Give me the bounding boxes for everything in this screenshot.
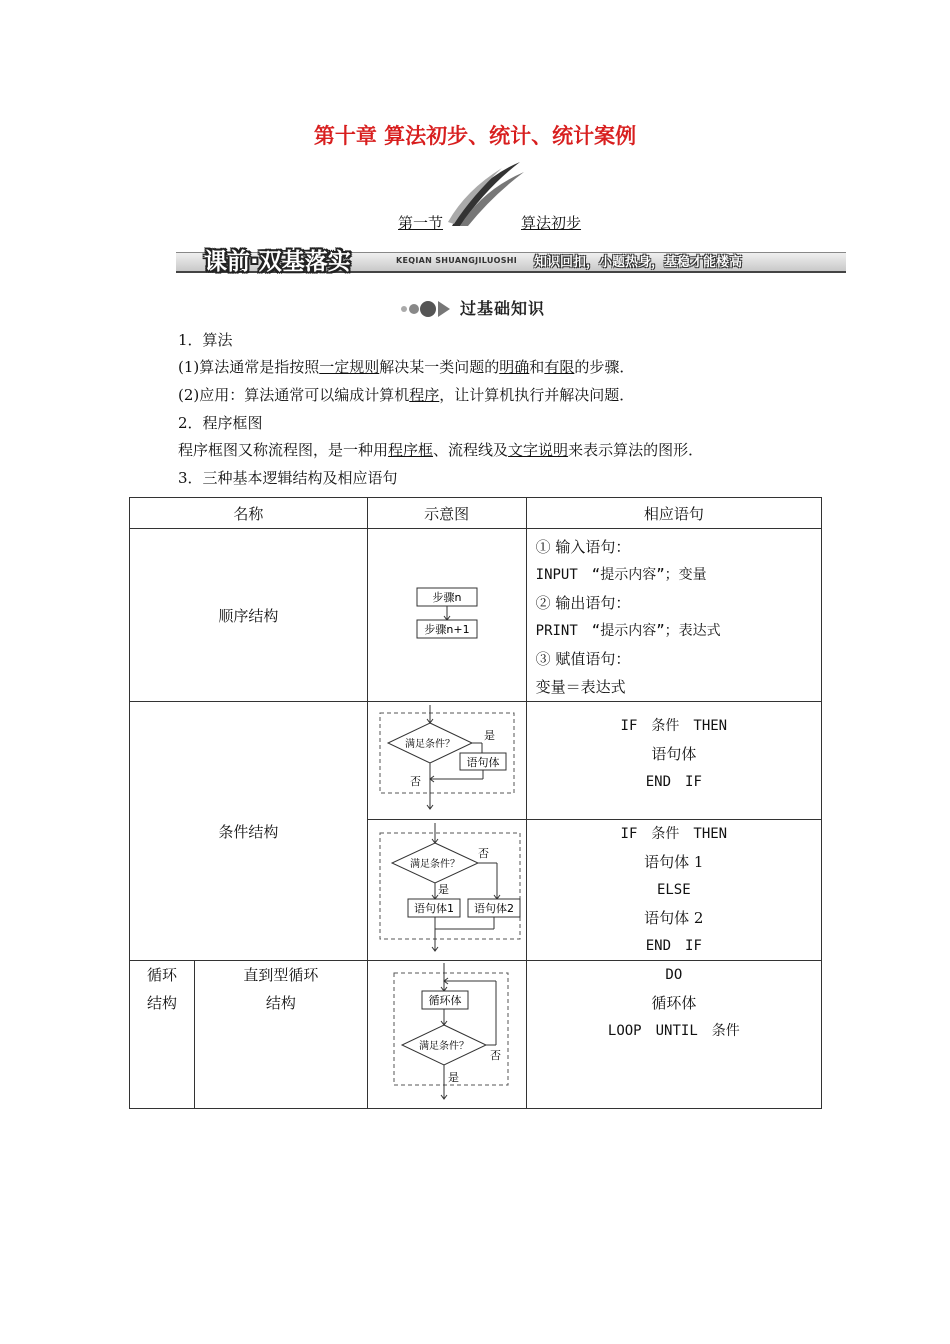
loop-body-label: 循环体: [428, 993, 462, 1007]
no-label: 否: [409, 774, 421, 788]
banner: [176, 246, 846, 276]
code-line: END IF: [645, 774, 702, 790]
banner-main: 课前·双基落实: [204, 249, 351, 275]
header-diagram: 示意图: [367, 498, 526, 529]
statement-line: INPUT “提示内容”；变量: [535, 567, 707, 583]
chapter-title: 第十章 算法初步、统计、统计案例: [313, 124, 637, 148]
code-line: 循环体: [651, 994, 697, 1012]
loop-name: 循环 结构: [130, 961, 195, 1109]
cond-label: 满足条件？: [409, 859, 460, 870]
statement-line: ③ 赋值语句：: [535, 650, 631, 668]
heading-flowchart: 2．程序框图: [178, 414, 263, 432]
sequence-flow-diagram: [397, 583, 497, 643]
yes-label: 是: [437, 883, 449, 896]
cond-label: 满足条件？: [418, 1040, 469, 1052]
sequence-diagram: [367, 529, 526, 702]
subbanner-text: 过基础知识: [460, 299, 546, 318]
code-line: LOOP UNTIL 条件: [607, 1023, 740, 1039]
body2-label: 语句体2: [473, 902, 514, 915]
cond-label: 满足条件？: [404, 738, 455, 750]
statement-line: PRINT “提示内容”；表达式: [535, 623, 721, 639]
conditional-diagram-1: [367, 702, 526, 820]
banner-pinyin: KEQIAN SHUANGJILUOSHI: [396, 256, 518, 265]
conditional-code-1: [526, 702, 821, 820]
step-n-label: 步骤n: [432, 591, 462, 604]
table-header-row: [130, 498, 822, 529]
yes-label: 是: [483, 728, 495, 742]
if-else-flow-diagram: [372, 823, 522, 953]
header-statements: 相应语句: [526, 498, 821, 529]
section-number: 第一节: [398, 214, 444, 232]
no-label: 否: [477, 847, 489, 860]
step-n1-label: 步骤n+1: [424, 623, 470, 636]
sequence-name: 顺序结构: [130, 529, 368, 702]
conditional-diagram-2: [367, 820, 526, 961]
dots-icon: [398, 298, 458, 320]
paragraph-definition: (1)算法通常是指按照一定规则解决某一类问题的明确和有限的步骤．: [178, 358, 635, 376]
section-heading: [0, 212, 950, 236]
statement-line: 变量＝表达式: [535, 678, 626, 696]
conditional-name: 条件结构: [130, 702, 368, 961]
code-line: IF 条件 THEN: [620, 826, 728, 842]
code-line: DO: [665, 967, 683, 983]
body-label: 语句体: [466, 755, 500, 769]
table-row: [130, 961, 822, 1109]
loop-subtype: 直到型循环 结构: [195, 961, 368, 1109]
paragraph-application: (2)应用：算法通常可以编成计算机程序，让计算机执行并解决问题．: [178, 386, 635, 404]
code-line: 语句体: [651, 745, 697, 763]
yes-label: 是: [447, 1070, 459, 1084]
banner-slogan: 知识回扣，小题热身，基稳才能楼高: [534, 255, 743, 270]
table-row: [130, 529, 822, 702]
conditional-code-2: [526, 820, 821, 961]
sequence-statements: [526, 529, 821, 702]
code-line: 语句体 1: [644, 853, 704, 871]
heading-algorithm: 1．算法: [178, 331, 233, 349]
statement-line: ② 输出语句：: [535, 594, 631, 612]
heading-structures: 3．三种基本逻辑结构及相应语句: [178, 469, 398, 487]
structures-table: [129, 497, 822, 1109]
header-name: 名称: [130, 498, 368, 529]
code-line: 语句体 2: [644, 909, 704, 927]
subbanner: [398, 296, 578, 320]
code-line: END IF: [645, 938, 702, 954]
no-label: 否: [489, 1048, 501, 1062]
section-name: 算法初步: [521, 214, 582, 232]
table-row: [130, 702, 822, 820]
if-then-flow-diagram: [372, 705, 522, 813]
code-line: IF 条件 THEN: [620, 718, 728, 734]
loop-diagram: [367, 961, 526, 1109]
code-line: ELSE: [656, 882, 691, 898]
body1-label: 语句体1: [413, 902, 454, 915]
loop-code: [526, 961, 821, 1109]
statement-line: ① 输入语句：: [535, 538, 631, 556]
do-until-flow-diagram: [372, 963, 522, 1103]
paragraph-flowchart: 程序框图又称流程图，是一种用程序框、流程线及文字说明来表示算法的图形．: [178, 441, 704, 459]
